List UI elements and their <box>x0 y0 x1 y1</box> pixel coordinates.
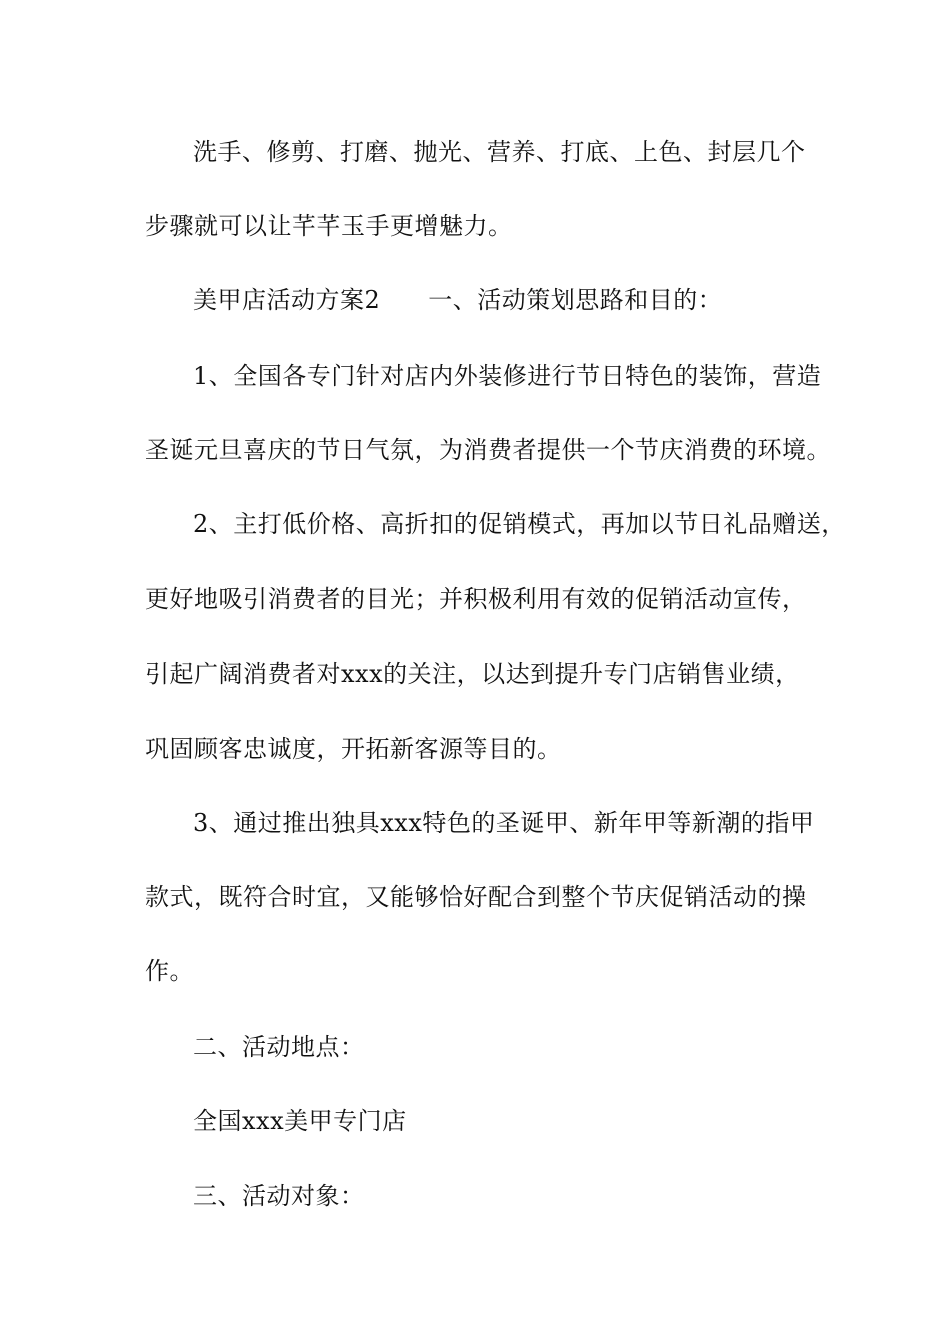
paragraph-line: 圣诞元旦喜庆的节日气氛，为消费者提供一个节庆消费的环境。 <box>145 436 831 464</box>
paragraph-line: 2、主打低价格、高折扣的促销模式，再加以节日礼品赠送， <box>193 510 846 538</box>
paragraph-line: 款式，既符合时宜，又能够恰好配合到整个节庆促销活动的操 <box>145 883 807 911</box>
section-heading-line <box>193 285 722 315</box>
paragraph-line: 1、全国各专门针对店内外装修进行节日特色的装饰，营造 <box>193 362 822 390</box>
paragraph-line: 3、通过推出独具xxx特色的圣诞甲、新年甲等新潮的指甲 <box>193 809 815 837</box>
paragraph-line: 引起广阔消费者对xxx的关注，以达到提升专门店销售业绩， <box>145 660 800 688</box>
paragraph-line: 洗手、修剪、打磨、抛光、营养、打底、上色、封层几个 <box>193 138 806 166</box>
section-heading: 三、活动对象： <box>193 1182 365 1210</box>
paragraph-line: 全国xxx美甲专门店 <box>193 1107 407 1135</box>
section-heading: 二、活动地点： <box>193 1033 365 1061</box>
paragraph-line: 作。 <box>145 957 194 985</box>
paragraph-line: 步骤就可以让芊芊玉手更增魅力。 <box>145 212 513 240</box>
paragraph-line: 巩固顾客忠诚度，开拓新客源等目的。 <box>145 735 562 763</box>
paragraph-line: 更好地吸引消费者的目光；并积极利用有效的促销活动宣传， <box>145 585 807 613</box>
document-title: 美甲店活动方案2 <box>193 286 381 314</box>
section-heading: 一、活动策划思路和目的： <box>428 286 723 314</box>
